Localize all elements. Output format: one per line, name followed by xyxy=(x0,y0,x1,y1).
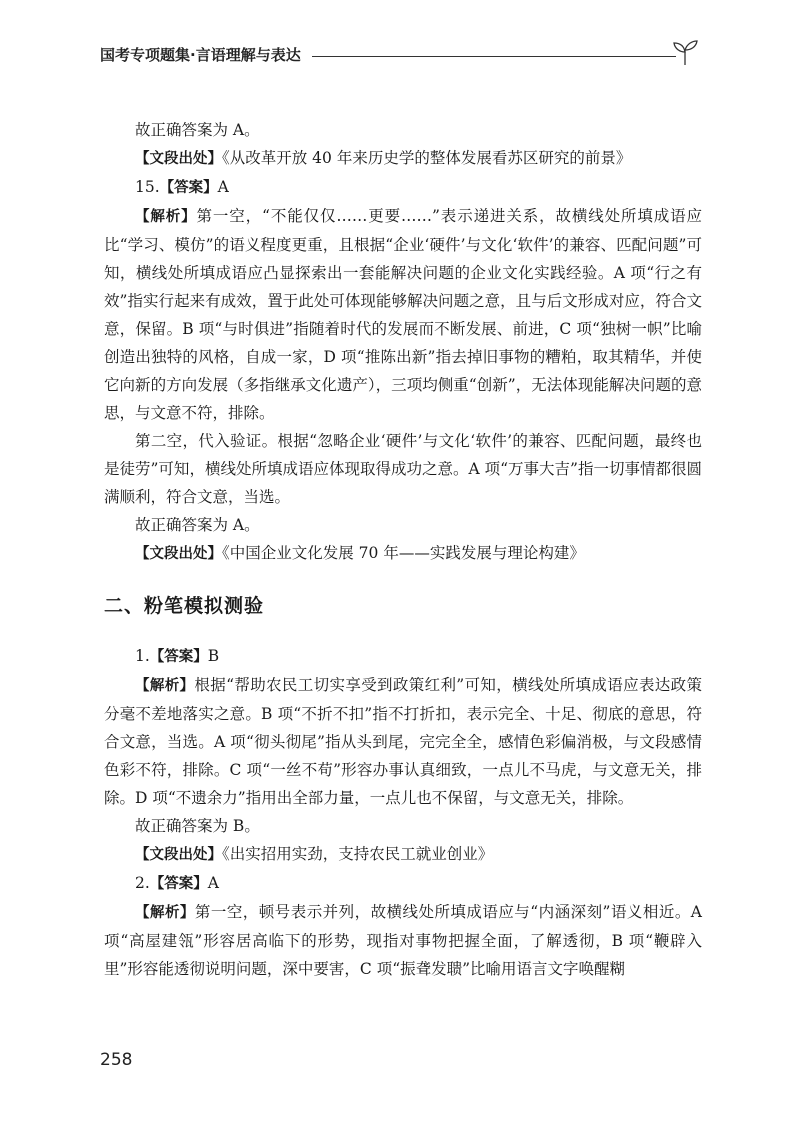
answer-label: 【答案】 xyxy=(149,876,208,892)
answer-text: A xyxy=(207,874,219,892)
para-text: 故正确答案为 A。 xyxy=(135,121,260,139)
para-text: 故正确答案为 A。 xyxy=(135,516,260,534)
analysis-line xyxy=(104,898,702,983)
paragraph xyxy=(104,116,702,144)
paragraph xyxy=(104,427,702,511)
para-text: 第二空，代入验证。根据“忽略企业‘硬件’与文化‘软件’的兼容、匹配问题，最终也是徒劳”可知，横线处所填成语应体现取得成功之意。A 项“万事大吉”指一切事情都很圆满顺利，符合文意，当选。 xyxy=(104,432,702,506)
analysis-text: 第一空，“不能仅仅……更要……”表示递进关系，故横线处所填成语应比“学习、模仿”的语义程度更重，且根据“企业‘硬件’与文化‘软件’的兼容、匹配问题”可知，横线处所填成语应凸显探索出一套能解决问题的企业文化实践经验。A 项“行之有效”指实行起来有成效，置于此处可体现能够解决问题之意，且与后文形成对应，符合文意，保留。B 项“与时俱进”指随着时代的发展而不断发展、前进，C 项“独树一帜”比喻创造出独特的风格，自成一家，D 项“推陈出新”指去掉旧事物的糟粕，取其精华，并使它向新的方向发展（多指继承文化遗产），三项均侧重“创新”，无法体现能解决问题的意思，与文意不符，排除。 xyxy=(104,207,703,422)
header-title: 国考专项题集·言语理解与表达 xyxy=(100,46,301,64)
question-number: 15. xyxy=(135,178,160,196)
analysis-label: 【解析】 xyxy=(135,905,195,921)
analysis-line xyxy=(104,671,702,812)
answer-label: 【答案】 xyxy=(149,649,208,665)
page-number: 258 xyxy=(100,1050,133,1070)
source-label: 【文段出处】 xyxy=(135,847,222,863)
running-header xyxy=(100,38,700,70)
paragraph xyxy=(104,812,702,840)
section-heading: 二、粉笔模拟测验 xyxy=(104,595,265,617)
answer-text: A xyxy=(217,178,229,196)
sprout-icon xyxy=(670,38,700,66)
source-line xyxy=(104,144,702,173)
analysis-text: 第一空，顿号表示并列，故横线处所填成语应与“内涵深刻”语义相近。A 项“高屋建瓴”形容居高临下的形势，现指对事物把握全面，了解透彻，B 项“鞭辟入里”形容能透彻说明问题，深中要害，C 项“振聋发聩”比喻用语言文字唤醒糊 xyxy=(104,903,703,978)
question-number: 1. xyxy=(135,647,150,665)
analysis-text: 根据“帮助农民工切实享受到政策红利”可知，横线处所填成语应表达政策分毫不差地落实之意。B 项“不折不扣”指不打折扣，表示完全、十足、彻底的意思，符合文意，当选。A 项“彻头彻尾”指从头到尾，完完全全，感情色彩偏消极，与文段感情色彩不符，排除。C 项“一丝不苟”形容办事认真细致，一点儿不马虎，与文意无关，排除。D 项“不遗余力”指用出全部力量，一点儿也不保留，与文意无关，排除。 xyxy=(104,676,702,807)
paragraph xyxy=(104,511,702,539)
analysis-label: 【解析】 xyxy=(135,209,197,225)
source-text: 《出实招用实劲，支持农民工就业创业》 xyxy=(222,845,494,863)
header-rule xyxy=(312,56,676,57)
source-label: 【文段出处】 xyxy=(135,546,222,562)
analysis-line xyxy=(104,202,702,427)
answer-label: 【答案】 xyxy=(159,180,218,196)
answer-text: B xyxy=(207,647,220,665)
para-text: 故正确答案为 B。 xyxy=(135,817,260,835)
page-body xyxy=(104,116,702,983)
answer-line xyxy=(104,869,702,898)
source-text: 《从改革开放 40 年来历史学的整体发展看苏区研究的前景》 xyxy=(222,149,632,167)
source-line xyxy=(104,539,702,568)
analysis-label: 【解析】 xyxy=(135,678,195,694)
question-number: 2. xyxy=(135,874,150,892)
source-line xyxy=(104,840,702,869)
source-text: 《中国企业文化发展 70 年——实践发展与理论构建》 xyxy=(222,544,585,562)
answer-line xyxy=(104,642,702,671)
source-label: 【文段出处】 xyxy=(135,151,222,167)
answer-line xyxy=(104,173,702,202)
